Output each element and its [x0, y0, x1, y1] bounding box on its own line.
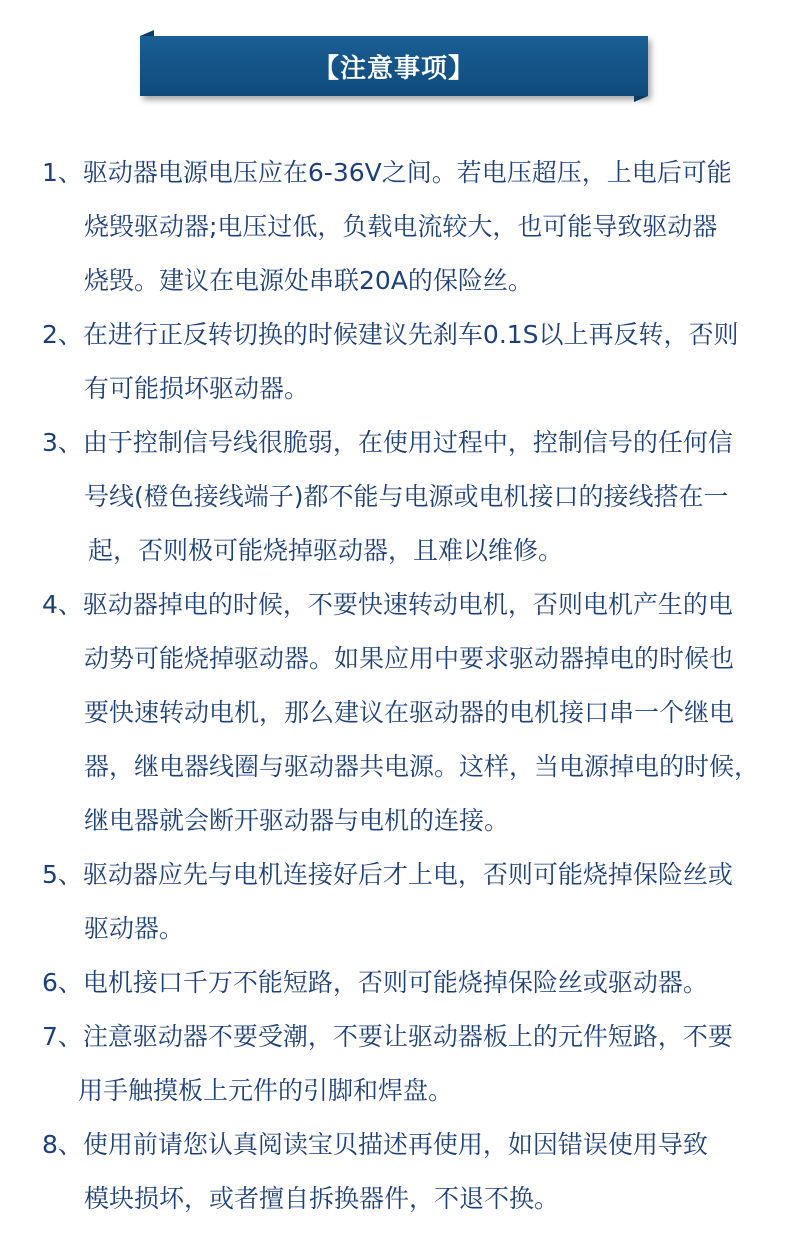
note-3-line-1: 3、由于控制信号线很脆弱，在使用过程中，控制信号的任何信 — [42, 428, 733, 457]
note-4-line-5: 继电器就会断开驱动器与电机的连接。 — [84, 806, 510, 835]
note-5-line-1: 5、驱动器应先与电机连接好后才上电，否则可能烧掉保险丝或 — [42, 860, 733, 889]
banner-fold-left — [140, 30, 154, 36]
note-3-line-2: 号线(橙色接线端子)都不能与电源或电机接口的接线搭在一 — [84, 482, 729, 511]
banner-ribbon — [140, 36, 648, 96]
header-banner — [140, 36, 650, 100]
note-4-line-3: 要快速转动电机，那么建议在驱动器的电机接口串一个继电 — [84, 698, 735, 727]
note-3-line-3: 起，否则极可能烧掉驱动器，且难以维修。 — [88, 536, 564, 565]
note-6-line-1: 6、电机接口千万不能短路，否则可能烧掉保险丝或驱动器。 — [42, 968, 708, 997]
note-8-line-1: 8、使用前请您认真阅读宝贝描述再使用，如因错误使用导致 — [42, 1130, 708, 1159]
page-title: 【注意事项】 — [312, 53, 475, 84]
note-1-line-2: 烧毁驱动器;电压过低，负载电流较大，也可能导致驱动器 — [84, 212, 718, 241]
note-5-line-2: 驱动器。 — [84, 914, 185, 943]
banner-fold-right — [634, 96, 648, 102]
note-4-line-4: 器，继电器线圈与驱动器共电源。这样，当电源掉电的时候， — [84, 752, 760, 781]
note-2-line-1: 2、在进行正反转切换的时候建议先刹车0.1S以上再反转，否则 — [42, 320, 739, 349]
note-7-line-1: 7、注意驱动器不要受潮，不要让驱动器板上的元件短路，不要 — [42, 1022, 733, 1051]
note-7-line-2: 用手触摸板上元件的引脚和焊盘。 — [78, 1076, 454, 1105]
note-4-line-2: 动势可能烧掉驱动器。如果应用中要求驱动器掉电的时候也 — [84, 644, 735, 673]
note-4-line-1: 4、驱动器掉电的时候，不要快速转动电机，否则电机产生的电 — [42, 590, 733, 619]
note-8-line-2: 模块损坏，或者擅自拆换器件，不退不换。 — [84, 1184, 560, 1213]
note-1-line-3: 烧毁。建议在电源处串联20A的保险丝。 — [84, 266, 533, 295]
note-1-line-1: 1、驱动器电源电压应在6-36V之间。若电压超压，上电后可能 — [42, 158, 732, 187]
note-2-line-2: 有可能损坏驱动器。 — [84, 374, 310, 403]
